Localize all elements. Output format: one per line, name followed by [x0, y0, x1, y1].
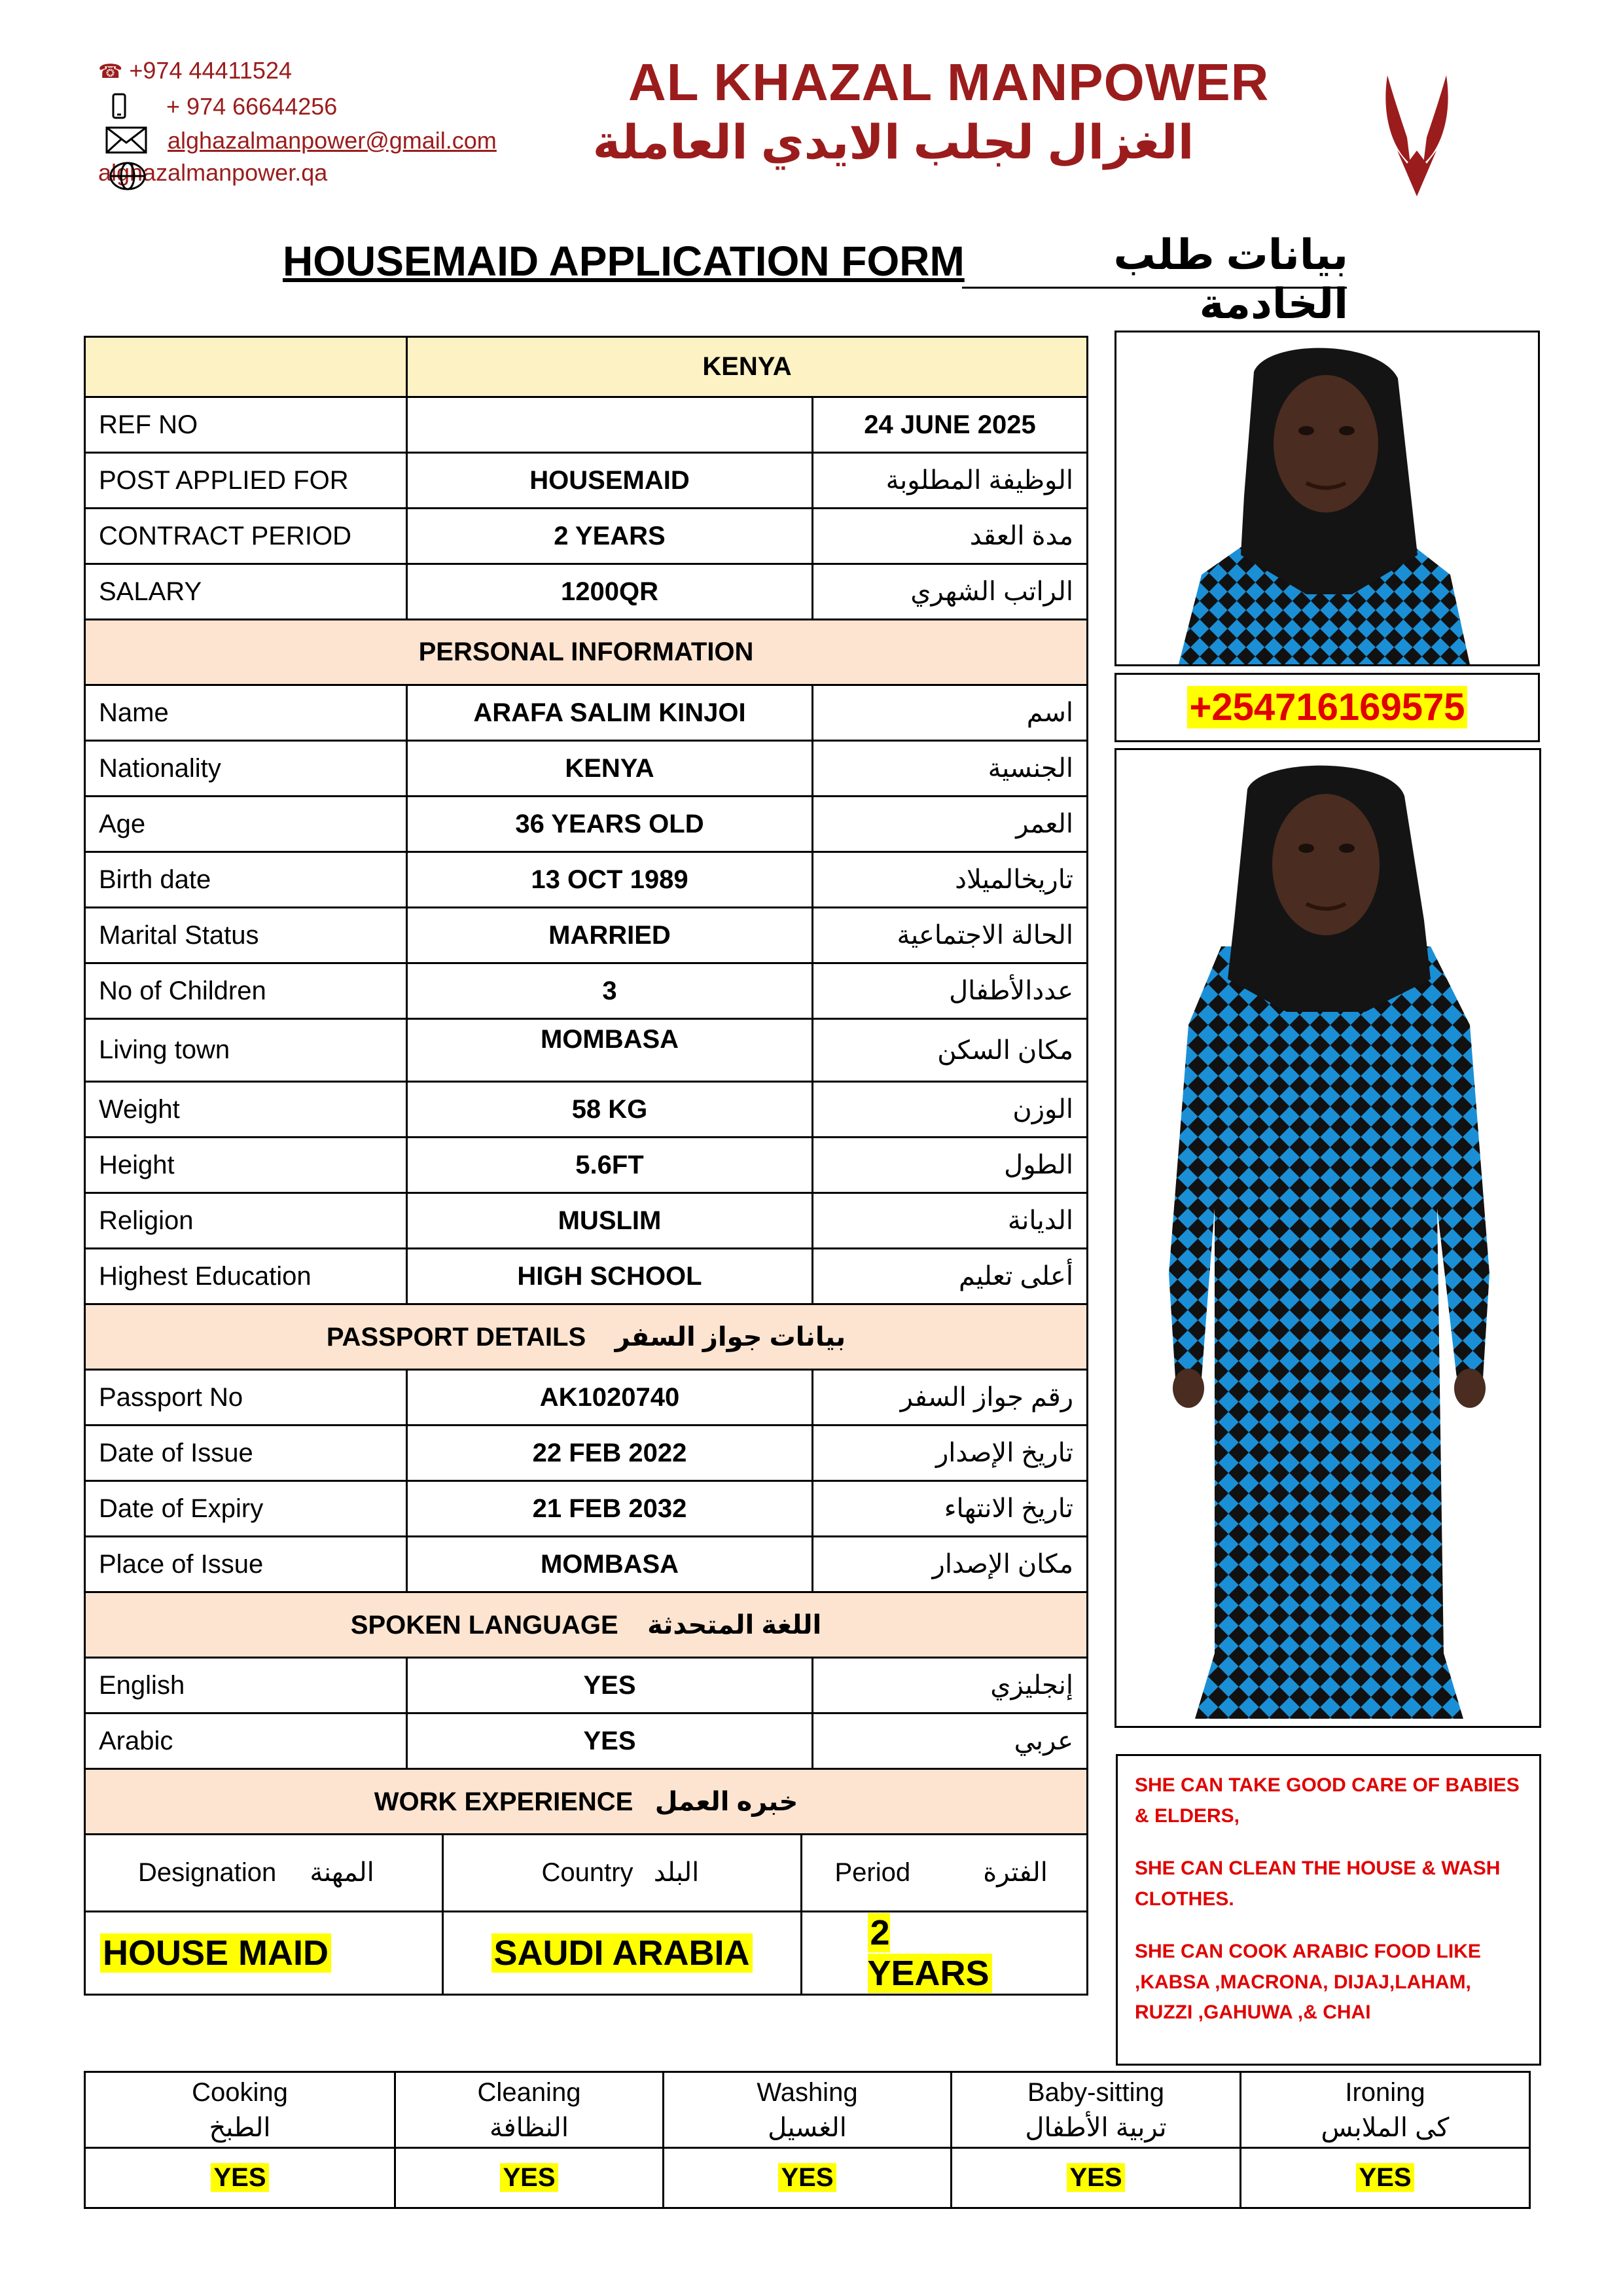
row-label: Date of Expiry — [85, 1481, 407, 1537]
table-row — [85, 1138, 1088, 1193]
skills-table — [84, 2071, 1531, 2209]
candidate-phone — [1115, 673, 1540, 742]
row-label: Arabic — [85, 1713, 407, 1769]
row-label-ar: رقم جواز السفر — [813, 1370, 1088, 1426]
row-value: MOMBASA — [407, 1537, 813, 1592]
skill-name-ar: النظافة — [490, 2113, 569, 2142]
row-value: AK1020740 — [407, 1370, 813, 1426]
row-label: Passport No — [85, 1370, 407, 1426]
envelope-icon — [105, 126, 148, 158]
col-country-ar: البلد — [653, 1858, 700, 1888]
language-heading-en: SPOKEN LANGUAGE — [350, 1610, 618, 1640]
skill-name-en: Ironing — [1345, 2077, 1425, 2107]
website-link[interactable]: alghazalmanpower.qa — [98, 159, 328, 186]
row-label-ar: الراتب الشهري — [813, 564, 1088, 620]
row-label-ar: العمر — [813, 797, 1088, 852]
row-label: Height — [85, 1138, 407, 1193]
table-row — [85, 852, 1088, 908]
skill-name-ar: تربية الأطفال — [1025, 2113, 1167, 2142]
personal-info-heading: PERSONAL INFORMATION — [85, 620, 1088, 685]
exp-period-cell — [801, 1911, 1086, 1994]
telephone-icon: ☎ — [98, 61, 123, 83]
table-row — [85, 797, 1088, 852]
skill-value-cell — [1241, 2148, 1530, 2208]
candidate-phone-text: +254716169575 — [1187, 686, 1468, 728]
row-label-ar: عربي — [813, 1713, 1088, 1769]
skill-value-cell — [85, 2148, 395, 2208]
row-value: KENYA — [407, 741, 813, 797]
skill-value: YES — [1067, 2163, 1124, 2192]
form-title-ar: بيانات طلب الخادمة — [1113, 231, 1348, 327]
skill-value-cell — [664, 2148, 952, 2208]
experience-heading-en: WORK EXPERIENCE — [374, 1787, 633, 1816]
table-row — [85, 963, 1088, 1019]
form-title-en: HOUSEMAID APPLICATION FORM — [283, 238, 965, 285]
row-value: 3 — [407, 963, 813, 1019]
table-row — [85, 1537, 1088, 1592]
skill-header — [85, 2072, 395, 2148]
exp-designation-cell — [86, 1911, 442, 1994]
col-period — [801, 1835, 1086, 1911]
experience-heading-ar: خبره العمل — [654, 1787, 798, 1816]
col-designation-en: Designation — [138, 1858, 277, 1888]
row-label-ar: عددالأطفال — [813, 963, 1088, 1019]
note-item: SHE CAN CLEAN THE HOUSE & WASH CLOTHES. — [1135, 1857, 1501, 1910]
table-row — [85, 1249, 1088, 1304]
row-label-ar: الوزن — [813, 1082, 1088, 1138]
gazelle-logo — [1374, 72, 1459, 206]
row-label-ar: تاريخ الإصدار — [813, 1426, 1088, 1481]
exp-country-cell — [442, 1911, 801, 1994]
col-country — [442, 1835, 801, 1911]
table-row — [85, 564, 1088, 620]
exp-designation: HOUSE MAID — [100, 1933, 331, 1973]
globe-icon — [109, 161, 147, 194]
row-label-ar: مكان السكن — [813, 1019, 1088, 1082]
full-length-photo — [1115, 748, 1541, 1728]
exp-country: SAUDI ARABIA — [491, 1933, 753, 1973]
row-value: HIGH SCHOOL — [407, 1249, 813, 1304]
country-cell: KENYA — [407, 337, 1088, 397]
table-row — [85, 1658, 1088, 1713]
passport-heading — [85, 1304, 1088, 1370]
row-value: YES — [407, 1713, 813, 1769]
skill-name-ar: الغسيل — [768, 2113, 847, 2142]
experience-heading — [85, 1769, 1088, 1835]
table-row — [85, 453, 1088, 509]
skill-header — [395, 2072, 664, 2148]
row-value: 21 FEB 2032 — [407, 1481, 813, 1537]
application-table — [84, 336, 1088, 1996]
note-item: SHE CAN TAKE GOOD CARE OF BABIES & ELDERS, — [1135, 1774, 1520, 1827]
row-label-ar: الوظيفة المطلوبة — [813, 453, 1088, 509]
row-label-ar: اسم — [813, 685, 1088, 741]
table-row — [85, 1481, 1088, 1537]
skill-header — [1241, 2072, 1530, 2148]
skill-value-cell — [952, 2148, 1241, 2208]
row-value: 1200QR — [407, 564, 813, 620]
row-label-ar: مدة العقد — [813, 509, 1088, 564]
row-label: POST APPLIED FOR — [85, 453, 407, 509]
col-designation — [86, 1835, 442, 1911]
contact-email[interactable] — [105, 126, 497, 158]
table-row — [85, 741, 1088, 797]
row-label-ar: الديانة — [813, 1193, 1088, 1249]
table-row — [85, 1082, 1088, 1138]
row-label-ar: الطول — [813, 1138, 1088, 1193]
row-value: HOUSEMAID — [407, 453, 813, 509]
row-value: 5.6FT — [407, 1138, 813, 1193]
row-label: No of Children — [85, 963, 407, 1019]
row-label: English — [85, 1658, 407, 1713]
table-row — [85, 908, 1088, 963]
passport-heading-ar: بيانات جواز السفر — [615, 1322, 846, 1352]
phone-1-text: +974 44411524 — [129, 57, 292, 84]
table-row — [85, 1019, 1088, 1082]
skill-name-en: Baby-sitting — [1027, 2077, 1164, 2107]
language-heading — [85, 1592, 1088, 1658]
row-label: Marital Status — [85, 908, 407, 963]
passport-heading-en: PASSPORT DETAILS — [326, 1322, 586, 1352]
skill-name-en: Cleaning — [477, 2077, 581, 2107]
skill-value-cell — [395, 2148, 664, 2208]
row-label-ar: الجنسية — [813, 741, 1088, 797]
table-row — [85, 685, 1088, 741]
row-value: YES — [407, 1658, 813, 1713]
portrait-photo — [1115, 331, 1540, 666]
table-row — [85, 509, 1088, 564]
row-value: 13 OCT 1989 — [407, 852, 813, 908]
skill-value: YES — [778, 2163, 836, 2192]
col-designation-ar: المهنة — [310, 1858, 374, 1888]
table-row — [85, 1193, 1088, 1249]
candidate-notes — [1116, 1754, 1541, 2066]
col-country-en: Country — [541, 1858, 633, 1888]
row-value: 2 YEARS — [407, 509, 813, 564]
row-value: MUSLIM — [407, 1193, 813, 1249]
ref-value — [407, 397, 813, 453]
ref-label: REF NO — [85, 397, 407, 453]
row-label: Place of Issue — [85, 1537, 407, 1592]
skill-name-ar: کی الملابس — [1321, 2113, 1450, 2142]
row-label: Age — [85, 797, 407, 852]
experience-block — [85, 1835, 1088, 1995]
top-blank-cell — [85, 337, 407, 397]
row-value: MOMBASA — [407, 1019, 813, 1082]
row-label-ar: مكان الإصدار — [813, 1537, 1088, 1592]
row-label: Living town — [85, 1019, 407, 1082]
row-label: Date of Issue — [85, 1426, 407, 1481]
contact-phone-2 — [111, 93, 337, 123]
experience-table — [86, 1835, 1086, 1994]
row-label-ar: إنجليزي — [813, 1658, 1088, 1713]
table-row — [85, 1426, 1088, 1481]
table-row — [85, 1713, 1088, 1769]
col-period-en: Period — [834, 1858, 911, 1888]
skill-name-en: Washing — [757, 2077, 858, 2107]
row-label: Birth date — [85, 852, 407, 908]
col-period-ar: الفترة — [983, 1858, 1048, 1888]
row-label-ar: تاريخ الانتهاء — [813, 1481, 1088, 1537]
skill-header — [664, 2072, 952, 2148]
row-label-ar: تاريخالميلاد — [813, 852, 1088, 908]
exp-period: 2 YEARS — [868, 1913, 992, 1993]
row-label: Nationality — [85, 741, 407, 797]
row-value: 36 YEARS OLD — [407, 797, 813, 852]
row-value: 58 KG — [407, 1082, 813, 1138]
email-link[interactable]: alghazalmanpower@gmail.com — [168, 126, 497, 154]
mobile-icon — [111, 93, 127, 123]
row-label: Name — [85, 685, 407, 741]
skill-value: YES — [211, 2163, 268, 2192]
company-name-en: AL KHAZAL MANPOWER — [628, 53, 1270, 111]
note-item: SHE CAN COOK ARABIC FOOD LIKE ,KABSA ,MACRONA, DIJAJ,LAHAM, RUZZI ,GAHUWA ,& CHAI — [1135, 1941, 1481, 2023]
table-row — [85, 1370, 1088, 1426]
form-date: 24 JUNE 2025 — [813, 397, 1088, 453]
language-heading-ar: اللغة المتحدثة — [647, 1610, 822, 1640]
contact-phone-1 — [98, 59, 292, 82]
row-label: Religion — [85, 1193, 407, 1249]
row-value: MARRIED — [407, 908, 813, 963]
row-value: 22 FEB 2022 — [407, 1426, 813, 1481]
skill-name-en: Cooking — [192, 2077, 288, 2107]
row-label: Weight — [85, 1082, 407, 1138]
company-name-ar: الغزال لجلب الايدي العاملة — [592, 117, 1194, 169]
skill-value: YES — [1356, 2163, 1414, 2192]
row-label: SALARY — [85, 564, 407, 620]
skill-header — [952, 2072, 1241, 2148]
row-label: CONTRACT PERIOD — [85, 509, 407, 564]
row-label-ar: أعلى تعليم — [813, 1249, 1088, 1304]
skill-value: YES — [500, 2163, 558, 2192]
row-label: Highest Education — [85, 1249, 407, 1304]
phone-2-text: + 974 66644256 — [166, 92, 338, 120]
row-value: ARAFA SALIM KINJOI — [407, 685, 813, 741]
row-label-ar: الحالة الاجتماعية — [813, 908, 1088, 963]
skill-name-ar: الطبخ — [209, 2113, 271, 2142]
